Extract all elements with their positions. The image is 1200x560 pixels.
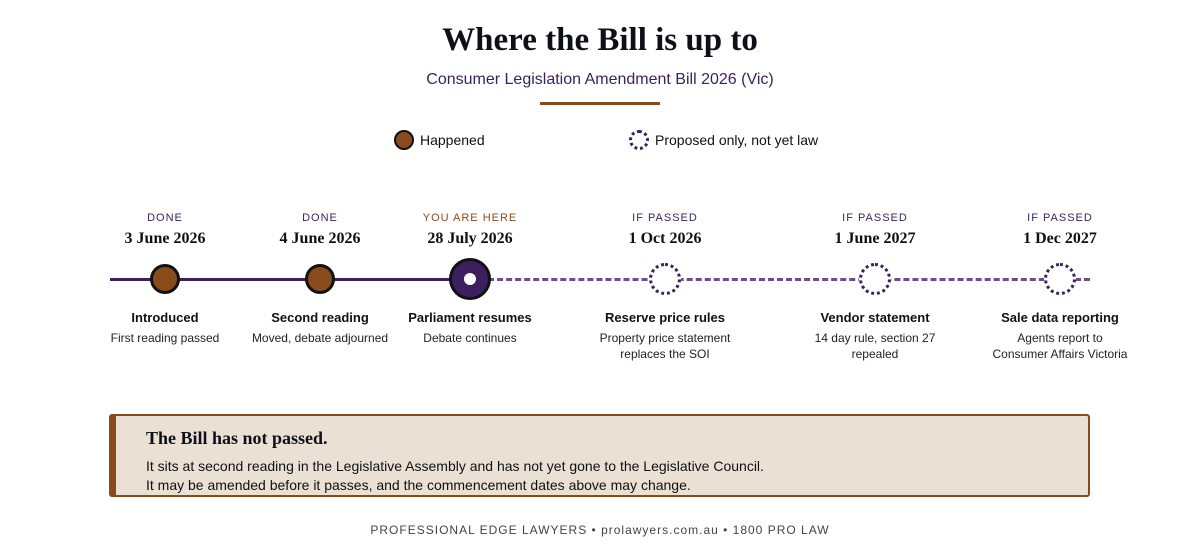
stage-date: 1 Oct 2026 xyxy=(628,230,702,247)
stage-node-done xyxy=(305,264,335,294)
stage-description xyxy=(380,330,560,346)
stage-status: IF PASSED xyxy=(1027,212,1093,224)
stage-label: Vendor statement xyxy=(820,310,930,325)
stage-label: Parliament resumes xyxy=(408,310,532,325)
stage-date: 1 June 2027 xyxy=(834,230,916,247)
stage-description-line: Agents report to xyxy=(1017,331,1103,345)
notice-line: It sits at second reading in the Legislative Assembly and has not yet gone to the Legislative Council. xyxy=(146,458,764,474)
title-divider xyxy=(540,102,660,105)
stage-status: DONE xyxy=(147,212,183,224)
notice-line: It may be amended before it passes, and the commencement dates above may change. xyxy=(146,477,691,493)
happened-dot-icon xyxy=(394,130,414,150)
stage-status: IF PASSED xyxy=(842,212,908,224)
stage-description-line: Moved, debate adjourned xyxy=(251,331,389,345)
legend-proposed xyxy=(629,130,818,150)
stage-label: Second reading xyxy=(271,310,369,325)
stage-status: IF PASSED xyxy=(632,212,698,224)
stage-description xyxy=(970,330,1150,362)
page-title: Where the Bill is up to xyxy=(442,22,758,58)
stage-label: Reserve price rules xyxy=(605,310,725,325)
bill-name: Consumer Legislation Amendment Bill 2026 (Vic) xyxy=(426,71,774,88)
legend-happened xyxy=(394,130,485,150)
status-notice xyxy=(109,414,1090,497)
stage-node-proposed xyxy=(1044,263,1076,295)
stage-description-line: Debate continues xyxy=(423,331,517,345)
stage-date: 4 June 2026 xyxy=(279,230,361,247)
timeline-track-proposed xyxy=(470,278,1090,281)
stage-description-line: Consumer Affairs Victoria xyxy=(992,347,1128,361)
stage-description-line: repealed xyxy=(851,347,899,361)
footer-firm-details: PROFESSIONAL EDGE LAWYERS • prolawyers.com.au • 1800 PRO LAW xyxy=(370,523,830,537)
proposed-dot-icon xyxy=(629,130,649,150)
stage-date: 28 July 2026 xyxy=(427,230,513,247)
stage-description-line: replaces the SOI xyxy=(620,347,710,361)
stage-description-line: First reading passed xyxy=(110,331,220,345)
stage-description xyxy=(785,330,965,362)
stage-node-proposed xyxy=(649,263,681,295)
notice-title: The Bill has not passed. xyxy=(146,428,328,448)
legend-happened-label: Happened xyxy=(420,132,485,148)
legend-proposed-label: Proposed only, not yet law xyxy=(655,132,819,148)
stage-node-done xyxy=(150,264,180,294)
stage-date: 1 Dec 2027 xyxy=(1023,230,1097,247)
stage-description-line: Property price statement xyxy=(599,331,731,345)
stage-label: Introduced xyxy=(131,310,199,325)
stage-description-line: 14 day rule, section 27 xyxy=(814,331,936,345)
stage-status: DONE xyxy=(302,212,338,224)
stage-node-current xyxy=(449,258,491,300)
stage-date: 3 June 2026 xyxy=(124,230,206,247)
stage-status-current: YOU ARE HERE xyxy=(422,212,518,224)
stage-description xyxy=(575,330,755,362)
stage-node-proposed xyxy=(859,263,891,295)
stage-label: Sale data reporting xyxy=(1001,310,1119,325)
stage-description xyxy=(75,330,255,346)
